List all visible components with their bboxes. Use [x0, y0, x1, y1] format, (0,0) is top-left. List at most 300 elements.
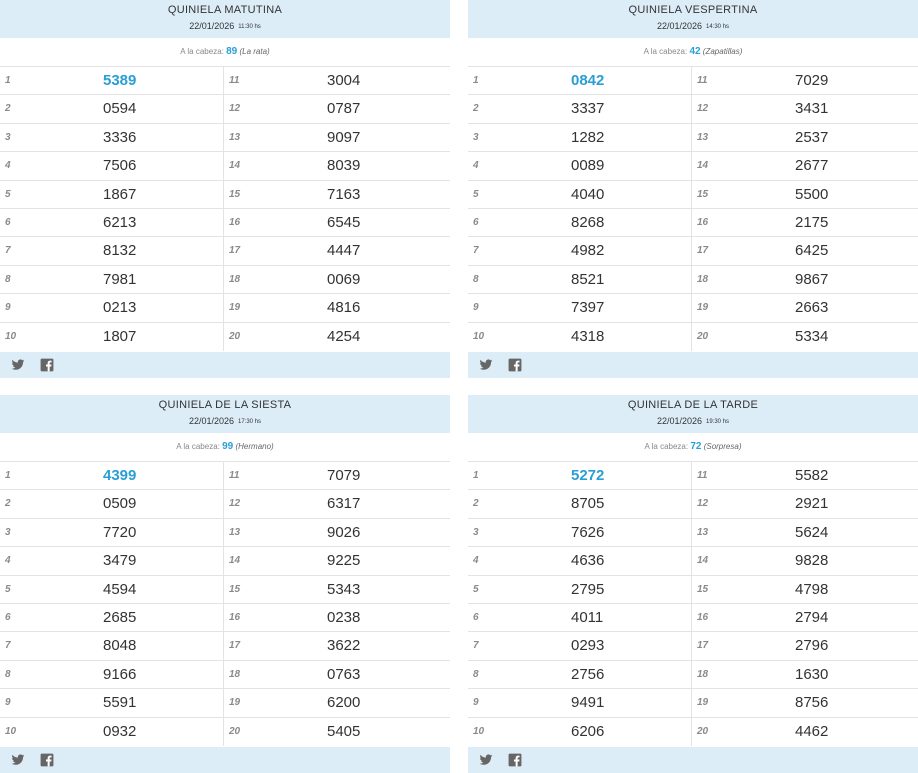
result-cell [468, 237, 692, 265]
table-row [0, 294, 450, 322]
result-number: 5389 [103, 72, 137, 89]
result-number: 4447 [327, 242, 361, 260]
panel-footer [468, 352, 918, 378]
result-cell [0, 519, 224, 547]
result-cell [468, 152, 692, 180]
result-cell [692, 718, 918, 746]
position-number: 10 [5, 725, 17, 737]
table-row [468, 294, 918, 322]
position-number: 11 [697, 470, 708, 481]
result-number: 0763 [327, 665, 361, 683]
result-cell [468, 604, 692, 632]
table-row [468, 124, 918, 152]
result-cell [0, 237, 224, 265]
result-cell [224, 323, 450, 351]
position-number: 7 [473, 640, 479, 652]
result-cell [224, 718, 450, 746]
result-cell [224, 604, 450, 632]
result-cell [224, 661, 450, 689]
result-number: 4399 [103, 467, 137, 484]
draw-time: 14:30 hs [706, 23, 730, 30]
panel-title: QUINIELA DE LA SIESTA [158, 399, 292, 411]
twitter-icon[interactable] [11, 358, 25, 372]
position-number: 8 [473, 668, 479, 680]
result-number: 6317 [327, 495, 361, 513]
table-row [0, 323, 450, 351]
result-number: 1867 [103, 185, 137, 203]
result-number: 2685 [103, 608, 137, 626]
table-row [0, 181, 450, 209]
quiniela-panel [468, 395, 918, 773]
result-number: 4040 [571, 185, 605, 203]
result-cell [692, 124, 918, 152]
position-number: 13 [229, 131, 241, 143]
position-number: 19 [229, 302, 241, 314]
twitter-icon[interactable] [11, 753, 25, 767]
result-cell [224, 547, 450, 575]
result-number: 0842 [571, 72, 605, 89]
result-number: 2175 [795, 213, 829, 231]
table-row [468, 237, 918, 265]
result-number: 2537 [795, 128, 829, 146]
position-number: 9 [473, 302, 479, 314]
table-row [0, 124, 450, 152]
draw-time: 19:30 hs [706, 418, 730, 425]
table-row [468, 462, 918, 490]
result-cell [692, 67, 918, 95]
result-cell [224, 237, 450, 265]
facebook-icon[interactable] [40, 753, 54, 767]
draw-date: 22/01/2026 [188, 416, 234, 426]
position-number: 20 [229, 330, 241, 342]
table-row [468, 323, 918, 351]
result-number: 3431 [795, 100, 829, 118]
panel-date [468, 19, 918, 34]
result-number: 0238 [327, 608, 361, 626]
table-row [0, 95, 450, 123]
result-number: 8048 [103, 637, 137, 655]
result-cell [692, 209, 918, 237]
panel-title: QUINIELA DE LA TARDE [627, 399, 759, 411]
table-row [468, 266, 918, 294]
result-number: 4798 [795, 580, 829, 598]
position-number: 1 [473, 470, 479, 481]
position-number: 15 [697, 188, 709, 200]
panel-title: QUINIELA MATUTINA [167, 4, 283, 16]
panel-date [0, 19, 450, 34]
table-row [0, 661, 450, 689]
position-number: 19 [697, 697, 709, 709]
result-cell [692, 689, 918, 717]
result-cell [224, 576, 450, 604]
result-cell [224, 181, 450, 209]
table-row [0, 237, 450, 265]
table-row [468, 181, 918, 209]
position-number: 9 [473, 697, 479, 709]
result-cell [0, 718, 224, 746]
head-name: (La rata) [239, 47, 270, 56]
result-cell [692, 294, 918, 322]
table-row [0, 67, 450, 95]
table-row [468, 67, 918, 95]
position-number: 5 [5, 583, 11, 595]
position-number: 19 [697, 302, 709, 314]
result-number: 2677 [795, 157, 829, 175]
result-number: 0293 [571, 637, 605, 655]
result-number: 0213 [103, 299, 137, 317]
head-name: (Hermano) [235, 442, 274, 451]
table-row [0, 604, 450, 632]
position-number: 9 [5, 302, 11, 314]
result-cell [468, 124, 692, 152]
position-number: 6 [473, 216, 479, 228]
table-row [0, 209, 450, 237]
facebook-icon[interactable] [508, 358, 522, 372]
position-number: 17 [697, 245, 709, 257]
table-row [468, 632, 918, 660]
result-cell [0, 547, 224, 575]
position-number: 10 [473, 330, 485, 342]
result-cell [692, 152, 918, 180]
result-cell [0, 95, 224, 123]
head-number: 99 [222, 441, 234, 452]
result-cell [468, 632, 692, 660]
table-row [0, 547, 450, 575]
position-number: 14 [697, 160, 709, 172]
position-number: 17 [697, 640, 709, 652]
position-number: 8 [473, 273, 479, 285]
position-number: 4 [5, 160, 11, 172]
panel-footer [0, 352, 450, 378]
quiniela-panel [468, 0, 918, 378]
position-number: 5 [473, 583, 479, 595]
position-number: 16 [229, 216, 241, 228]
position-number: 2 [473, 498, 479, 510]
result-number: 4594 [103, 580, 137, 598]
results-table [468, 67, 918, 351]
table-row [468, 209, 918, 237]
result-cell [468, 661, 692, 689]
table-row [468, 152, 918, 180]
draw-time: 11:30 hs [238, 23, 261, 30]
table-row [0, 718, 450, 746]
result-cell [468, 323, 692, 351]
result-number: 7079 [327, 467, 361, 484]
result-cell [468, 547, 692, 575]
result-cell [468, 718, 692, 746]
result-number: 5272 [571, 467, 605, 484]
position-number: 7 [5, 245, 11, 257]
position-number: 18 [697, 668, 709, 680]
head-label: A la cabeza: [643, 47, 688, 56]
result-cell [0, 490, 224, 518]
position-number: 9 [5, 697, 11, 709]
table-row [468, 689, 918, 717]
result-cell [224, 124, 450, 152]
result-number: 4318 [571, 327, 605, 345]
table-row [468, 576, 918, 604]
position-number: 14 [697, 555, 709, 567]
position-number: 1 [5, 470, 11, 481]
result-cell [0, 576, 224, 604]
position-number: 5 [5, 188, 11, 200]
position-number: 4 [473, 555, 479, 567]
result-cell [692, 576, 918, 604]
result-number: 3336 [103, 128, 137, 146]
result-cell [224, 95, 450, 123]
table-row [468, 604, 918, 632]
result-number: 2796 [795, 637, 829, 655]
result-number: 8756 [795, 694, 829, 712]
result-number: 2921 [795, 495, 829, 513]
table-row [0, 519, 450, 547]
result-cell [0, 181, 224, 209]
result-number: 0089 [571, 157, 605, 175]
head-number: 72 [690, 441, 702, 452]
table-row [0, 689, 450, 717]
result-cell [0, 462, 224, 490]
result-number: 7029 [795, 72, 829, 89]
table-row [0, 152, 450, 180]
table-row [468, 95, 918, 123]
position-number: 13 [697, 526, 709, 538]
result-number: 0787 [327, 100, 361, 118]
result-number: 4462 [795, 722, 829, 740]
result-number: 3337 [571, 100, 605, 118]
table-row [468, 490, 918, 518]
head-result [468, 433, 918, 462]
result-cell [692, 661, 918, 689]
draw-date: 22/01/2026 [656, 416, 702, 426]
position-number: 12 [697, 103, 709, 115]
result-number: 7626 [571, 523, 605, 541]
result-number: 8521 [571, 270, 605, 288]
result-cell [692, 266, 918, 294]
result-number: 3479 [103, 552, 137, 570]
position-number: 5 [473, 188, 479, 200]
position-number: 7 [5, 640, 11, 652]
result-cell [0, 152, 224, 180]
result-cell [468, 266, 692, 294]
panel-header [0, 0, 450, 38]
result-number: 9166 [103, 665, 137, 683]
position-number: 10 [5, 330, 17, 342]
results-table [0, 67, 450, 351]
head-name: (Sorpresa) [703, 442, 742, 451]
result-number: 7506 [103, 157, 137, 175]
result-number: 5624 [795, 523, 829, 541]
result-number: 2756 [571, 665, 605, 683]
result-number: 1807 [103, 327, 137, 345]
position-number: 20 [229, 725, 241, 737]
result-number: 6206 [571, 722, 605, 740]
position-number: 18 [697, 273, 709, 285]
position-number: 3 [5, 526, 11, 538]
result-cell [468, 576, 692, 604]
position-number: 16 [697, 216, 709, 228]
result-number: 2794 [795, 608, 829, 626]
position-number: 17 [229, 640, 241, 652]
position-number: 15 [697, 583, 709, 595]
result-number: 5405 [327, 722, 361, 740]
result-number: 2663 [795, 299, 829, 317]
position-number: 6 [473, 611, 479, 623]
position-number: 13 [697, 131, 709, 143]
head-label: A la cabeza: [644, 442, 689, 451]
draw-date: 22/01/2026 [656, 21, 702, 31]
position-number: 6 [5, 611, 11, 623]
head-number: 89 [226, 46, 238, 57]
result-cell [692, 632, 918, 660]
result-number: 9828 [795, 552, 829, 570]
result-cell [468, 490, 692, 518]
result-cell [692, 519, 918, 547]
panel-footer [468, 747, 918, 773]
results-table [0, 462, 450, 746]
table-row [0, 632, 450, 660]
position-number: 16 [697, 611, 709, 623]
position-number: 11 [229, 470, 240, 481]
result-cell [468, 462, 692, 490]
result-number: 0069 [327, 270, 361, 288]
head-label: A la cabeza: [180, 47, 224, 56]
facebook-icon[interactable] [40, 358, 54, 372]
head-result [0, 433, 450, 462]
result-number: 1630 [795, 665, 829, 683]
position-number: 15 [229, 583, 241, 595]
twitter-icon[interactable] [479, 358, 493, 372]
quiniela-panel [0, 395, 450, 773]
result-number: 5334 [795, 327, 829, 345]
result-cell [224, 294, 450, 322]
result-cell [0, 266, 224, 294]
table-row [0, 576, 450, 604]
result-cell [692, 95, 918, 123]
result-number: 6545 [327, 213, 361, 231]
panel-header [468, 395, 918, 433]
result-cell [0, 124, 224, 152]
head-result [0, 38, 450, 67]
position-number: 16 [229, 611, 241, 623]
table-row [468, 661, 918, 689]
result-number: 5591 [103, 694, 137, 712]
result-cell [468, 181, 692, 209]
position-number: 4 [5, 555, 11, 567]
panel-header [468, 0, 918, 38]
position-number: 3 [473, 526, 479, 538]
result-cell [692, 490, 918, 518]
result-number: 7981 [103, 270, 137, 288]
result-cell [692, 181, 918, 209]
position-number: 12 [229, 498, 241, 510]
result-number: 8705 [571, 495, 605, 513]
panel-footer [0, 747, 450, 773]
position-number: 19 [229, 697, 241, 709]
position-number: 11 [697, 75, 708, 86]
results-table [468, 462, 918, 746]
head-number: 42 [689, 46, 701, 57]
result-cell [468, 67, 692, 95]
result-number: 6213 [103, 213, 137, 231]
result-cell [0, 67, 224, 95]
table-row [0, 490, 450, 518]
facebook-icon[interactable] [508, 753, 522, 767]
result-number: 4816 [327, 299, 361, 317]
twitter-icon[interactable] [479, 753, 493, 767]
result-number: 9867 [795, 270, 829, 288]
panel-title: QUINIELA VESPERTINA [628, 4, 758, 16]
result-number: 0509 [103, 495, 137, 513]
result-cell [224, 689, 450, 717]
result-cell [692, 237, 918, 265]
panel-date [0, 414, 450, 429]
position-number: 2 [473, 103, 479, 115]
result-number: 7720 [103, 523, 137, 541]
result-number: 8039 [327, 157, 361, 175]
position-number: 1 [5, 75, 11, 86]
result-cell [692, 547, 918, 575]
result-number: 5500 [795, 185, 829, 203]
position-number: 10 [473, 725, 485, 737]
table-row [468, 519, 918, 547]
position-number: 7 [473, 245, 479, 257]
position-number: 14 [229, 160, 241, 172]
position-number: 2 [5, 103, 11, 115]
position-number: 14 [229, 555, 241, 567]
result-cell [468, 209, 692, 237]
position-number: 12 [697, 498, 709, 510]
position-number: 20 [697, 725, 709, 737]
result-cell [468, 689, 692, 717]
result-cell [468, 294, 692, 322]
result-cell [224, 67, 450, 95]
result-cell [224, 632, 450, 660]
position-number: 12 [229, 103, 241, 115]
result-cell [224, 519, 450, 547]
panel-date [468, 414, 918, 429]
result-number: 7163 [327, 185, 361, 203]
result-cell [0, 604, 224, 632]
table-row [0, 462, 450, 490]
result-number: 0594 [103, 100, 137, 118]
result-cell [0, 632, 224, 660]
position-number: 17 [229, 245, 241, 257]
result-cell [224, 462, 450, 490]
result-cell [0, 323, 224, 351]
result-number: 3004 [327, 72, 361, 89]
result-cell [692, 604, 918, 632]
position-number: 11 [229, 75, 240, 86]
result-number: 9026 [327, 523, 361, 541]
result-number: 4011 [571, 608, 604, 626]
result-number: 4636 [571, 552, 605, 570]
result-number: 3622 [327, 637, 361, 655]
position-number: 8 [5, 273, 11, 285]
position-number: 3 [5, 131, 11, 143]
result-number: 0932 [103, 722, 137, 740]
result-number: 5582 [795, 467, 829, 484]
result-cell [0, 689, 224, 717]
result-cell [0, 294, 224, 322]
result-cell [0, 661, 224, 689]
position-number: 3 [473, 131, 479, 143]
result-cell [224, 209, 450, 237]
result-number: 5343 [327, 580, 361, 598]
result-number: 9097 [327, 128, 361, 146]
result-number: 6425 [795, 242, 829, 260]
result-cell [468, 95, 692, 123]
position-number: 18 [229, 668, 241, 680]
